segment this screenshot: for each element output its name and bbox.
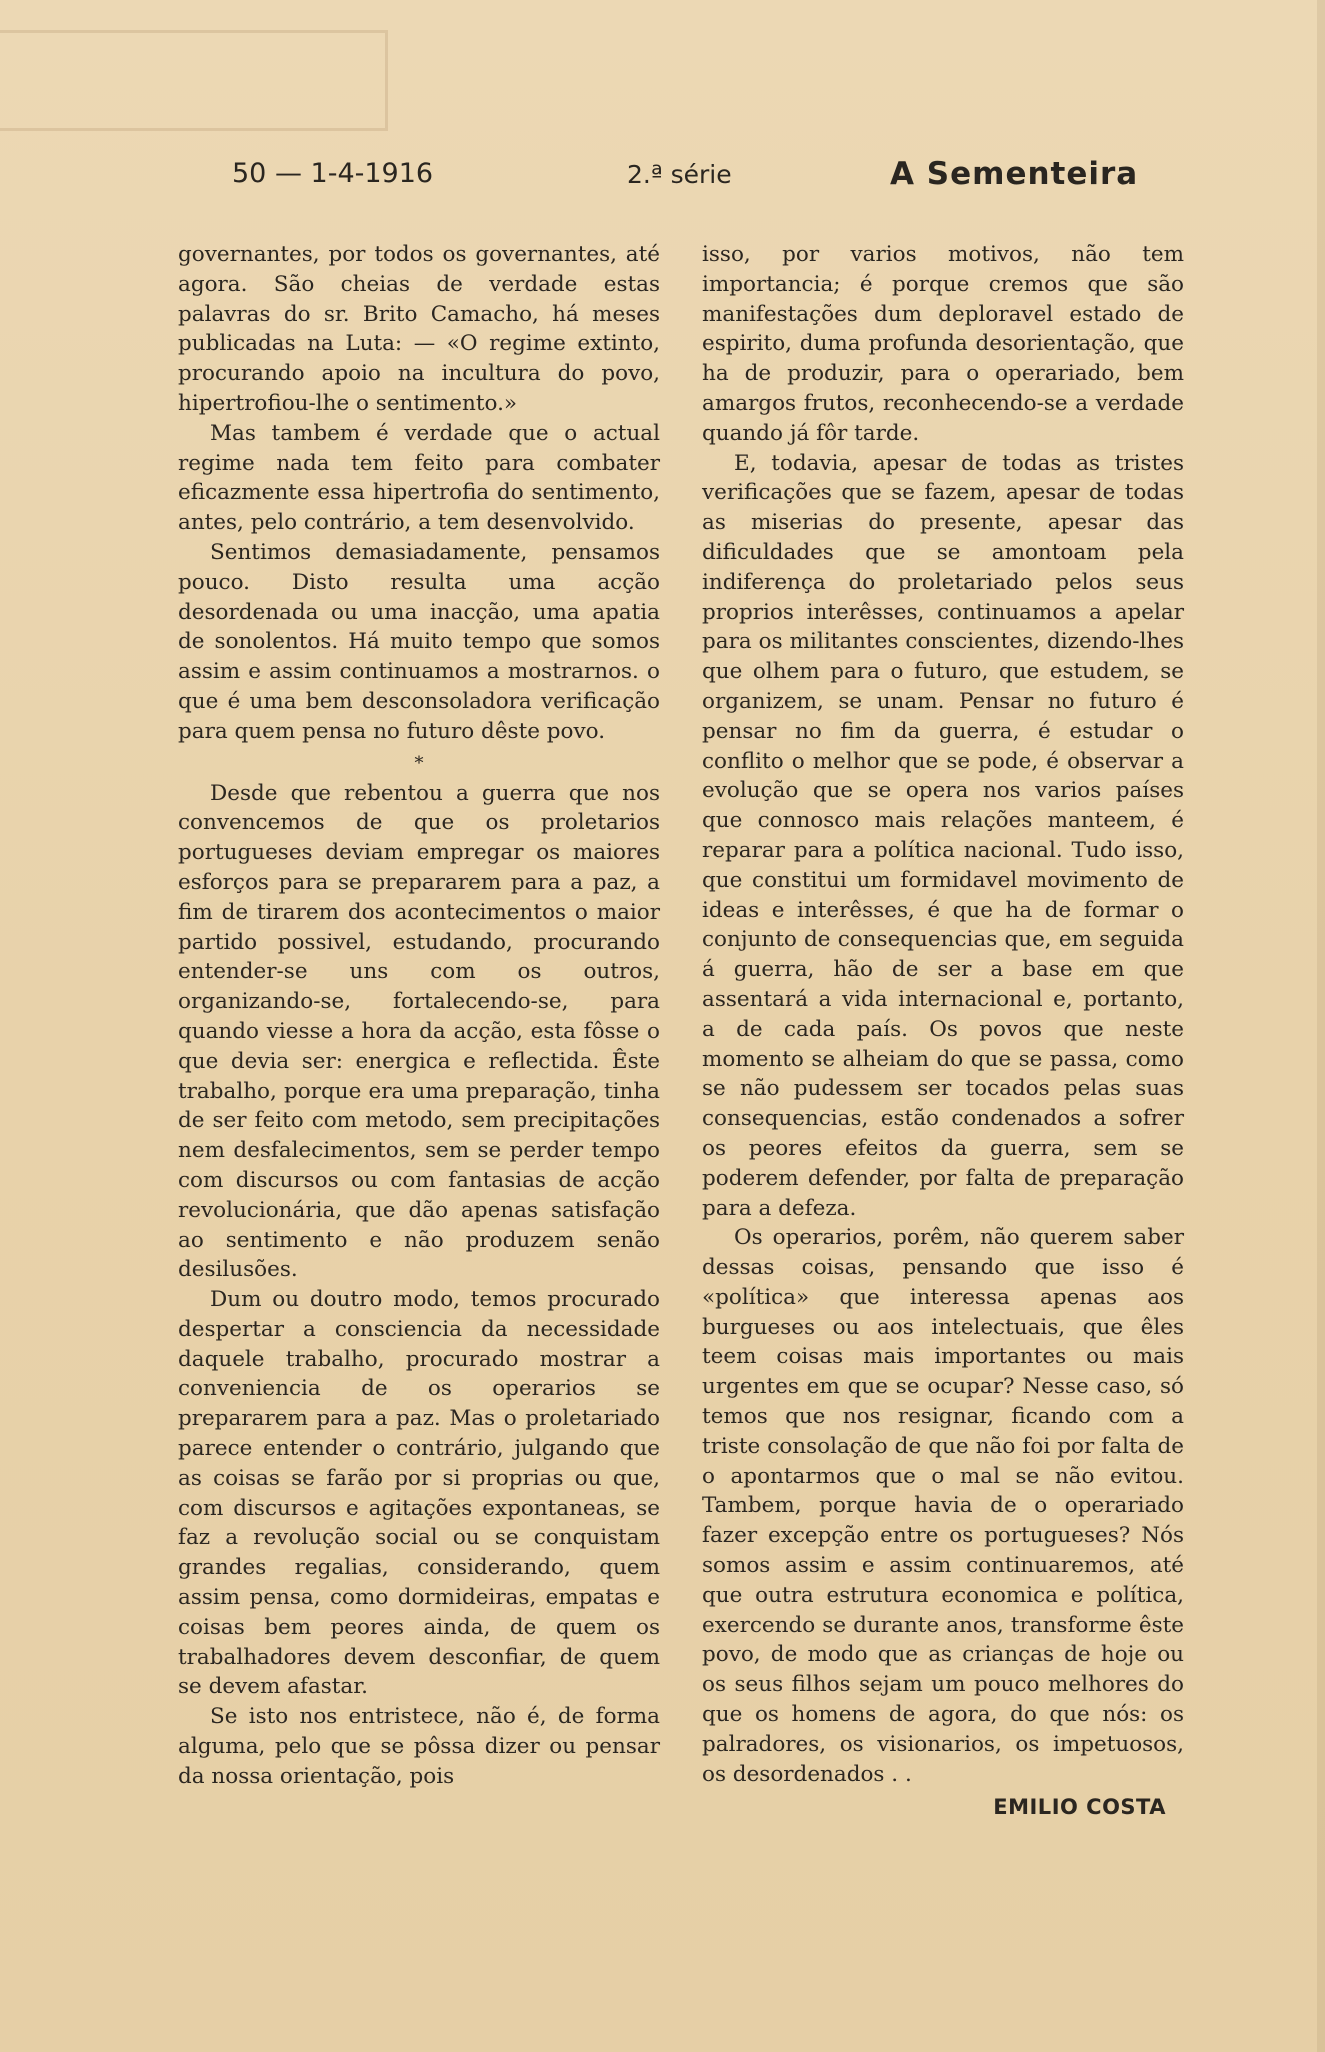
paragraph: Os operarios, porêm, não querem saber dessas coisas, pensando que isso é «política» que interessa apenas aos burgueses ou aos intelectuais, que êles teem coisas mais importantes ou mais urgentes em que se ocupar? Nesse caso, só temos que nos resignar, ficando com a triste consolação de que não foi por falta de o apontarmos que o mal se não evitou. Tambem, porque havia de o operariado fazer excepção entre os portugueses? Nós somos assim e assim continuaremos, até que outra estrutura economica e política, exercendo se durante anos, transforme êste povo, de modo que as crianças de hoje ou os seus filhos sejam um pouco melhores do que os homens de agora, do que nós: os palradores, os visionarios, os impetuosos, os desordenados . . xyxy=(702,1225,1184,1787)
paragraph: E, todavia, apesar de todas as tristes verificações que se fazem, apesar de todas as miserias do presente, apesar das dificuldades que se amontoam pela indiferença do proletariado pelos seus proprios interêsses, continuamos a apelar para os militantes conscientes, dizendo-lhes que olhem para o futuro, que estudem, se organizem, se unam. Pensar no futuro é pensar no fim da guerra, é estudar o conflito o melhor que se pode, é observar a evolução que se opera nos varios países que connosco mais relações manteem, é reparar para a política nacional. Tudo isso, que constitui um formidavel movimento de ideas e interêsses, é que ha de formar o conjunto de consequencias que, em seguida á guerra, hão de ser a base em que assentará a vida internacional e, portanto, a de cada país. Os povos que neste momento se alheiam do que se passa, como se não pudessem ser tocados pelas suas consequencias, estão condenados a sofrer os peores efeitos da guerra, sem se poderem defender, por falta de preparação para a defeza. xyxy=(702,450,1184,1221)
paragraph: Desde que rebentou a guerra que nos convencemos de que os proletarios portugueses deviam empregar os maiores esforços para se prepararem para a paz, a fim de tirarem dos acontecimentos o maior partido possivel, estudando, procurando entender-se uns com os outros, organizando-se, fortalecendo-se, para quando viesse a hora da acção, esta fôsse o que devia ser: energica e reflectida. Êste trabalho, porque era uma preparação, tinha de ser feito com metodo, sem precipitações nem desfalecimentos, sem se perder tempo com discursos ou com fantasias de acção revolucionária, que dão apenas satisfação ao sentimento e não produzem senão desilusões. xyxy=(178,780,660,1283)
paragraph: isso, por varios motivos, não tem importancia; é porque cremos que são manifestações dum deploravel estado de espirito, duma profunda desorientação, que ha de produzir, para o operariado, bem amargos frutos, reconhecendo-se a verdade quando já fôr tarde. xyxy=(702,242,1184,446)
left-column xyxy=(178,240,660,1792)
paragraph: Mas tambem é verdade que o actual regime nada tem feito para combater eficazmente essa hipertrofia do sentimento, antes, pelo contrário, a tem desenvolvido. xyxy=(178,420,660,536)
right-column xyxy=(702,240,1184,1823)
page-edge xyxy=(1317,0,1325,2052)
publication-title: A Sementeira xyxy=(890,156,1139,192)
author-signature: EMILIO COSTA xyxy=(993,1795,1166,1820)
faded-stamp xyxy=(0,30,388,131)
paragraph: Dum ou doutro modo, temos procurado despertar a consciencia da necessidade daquele trabalho, procurado mostrar a conveniencia de os operarios se prepararem para a paz. Mas o proletariado parece entender o contrário, julgando que as coisas se farão por si proprias ou que, com discursos e agitações expontaneas, se faz a revolução social ou se conquistam grandes regalias, considerando, quem assim pensa, como dormideiras, empatas e coisas bem peores ainda, de quem os trabalhadores devem desconfiar, de quem se devem afastar. xyxy=(178,1287,660,1700)
paragraph: Sentimos demasiadamente, pensamos pouco. Disto resulta uma acção desordenada ou uma inacção, uma apatia de sonolentos. Há muito tempo que somos assim e assim continuamos a mostrarnos. o que é uma bem desconsoladora verificação para quem pensa no futuro dêste povo. xyxy=(178,539,660,744)
section-separator: * xyxy=(414,752,424,774)
issue-date: 50 — 1-4-1916 xyxy=(232,158,434,189)
paragraph: Se isto nos entristece, não é, de forma alguma, pelo que se pôssa dizer ou pensar da nossa orientação, pois xyxy=(178,1704,660,1789)
series-label: 2.ª série xyxy=(627,160,732,189)
paragraph: governantes, por todos os governantes, até agora. São cheias de verdade estas palavras do sr. Brito Camacho, há meses publicadas na Luta: — «O regime extinto, procurando apoio na incultura do povo, hipertrofiou-lhe o sentimento.» xyxy=(178,242,660,416)
page-header xyxy=(180,158,1140,198)
